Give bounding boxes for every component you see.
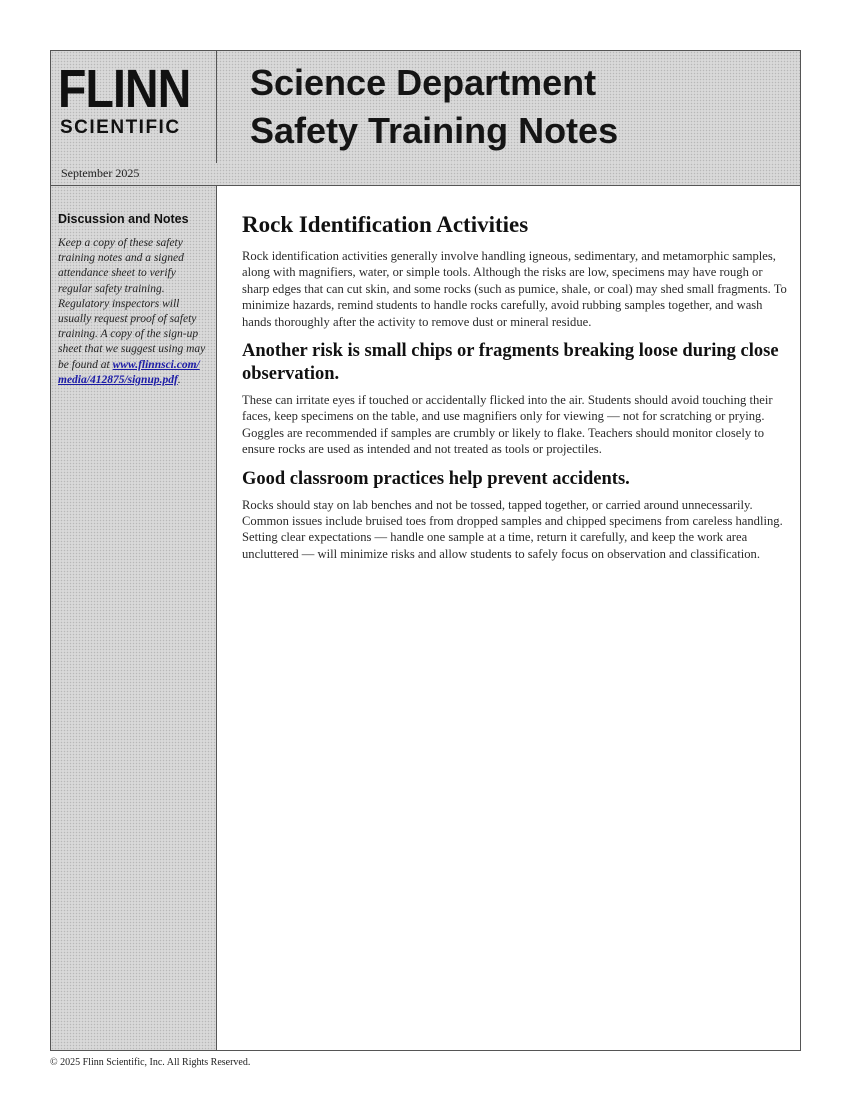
sidebar-notes (58, 236, 208, 388)
issue-date: September 2025 (61, 166, 140, 180)
page-title-line-1: Science Department (250, 62, 597, 103)
sidebar-link-period: . (177, 373, 181, 386)
section-2-heading: Good classroom practices help prevent accidents. (242, 468, 630, 489)
copyright-footer: © 2025 Flinn Scientific, Inc. All Rights Reserved. (50, 1057, 251, 1068)
page-header (51, 51, 800, 164)
article-title: Rock Identification Activities (242, 212, 529, 237)
sidebar-heading: Discussion and Notes (58, 212, 189, 226)
section-1-heading: Another risk is small chips or fragments breaking loose during close observation. (242, 341, 779, 385)
page-frame (50, 50, 801, 1051)
sidebar (51, 186, 217, 1050)
date-band (51, 163, 800, 186)
section-2-body: Rocks should stay on lab benches and not be tossed, tapped together, or carried around unnecessarily. Common issues include bruised toes from dropped samples and chipped specimens from careless handling. Setting clear expectations — handle one sample at a time, return it carefully, and keep the work area uncluttered — will minimize risks and allow students to safely focus on observation and classification. (242, 497, 783, 561)
article (242, 210, 787, 562)
signup-link-line-2: media/412875/signup.pdf (58, 373, 178, 386)
article-intro: Rock identification activities generally involve handling igneous, sedimentary, and metamorphic samples, along with magnifiers, water, or simple tools. Although the risks are low, specimens may have rough or sharp edges that can cut skin, and some rocks (such as pumice, shale, or coal) may shed small fragments. To minimize hazards, remind students to handle rocks carefully, avoid rubbing samples together, and wash hands thoroughly after the activity to remove dust or mineral residue. (242, 249, 787, 329)
logo-subtitle: SCIENTIFIC (60, 117, 181, 138)
logo (51, 51, 217, 163)
main-content (217, 186, 800, 1050)
sidebar-notes-text: Keep a copy of these safety training notes and a signed attendance sheet to verify regular safety training. Regulatory inspectors will usually request proof of safety training. A copy of the sign-up sheet that we suggest using may be found at (58, 237, 206, 371)
page-title-line-2: Safety Training Notes (250, 110, 619, 151)
logo-wordmark: FLINN (58, 59, 191, 119)
section-1-body: These can irritate eyes if touched or accidentally flicked into the air. Students should avoid touching their faces, keep specimens on the table, and use magnifiers only for viewing — not for scratching or prying. Goggles are recommended if samples are crumbly or likely to flake. Teachers should monitor closely to ensure rocks are used as intended and not treated as tools or projectiles. (242, 393, 773, 457)
signup-link-line-1: www.flinnsci.com/ (112, 358, 200, 371)
